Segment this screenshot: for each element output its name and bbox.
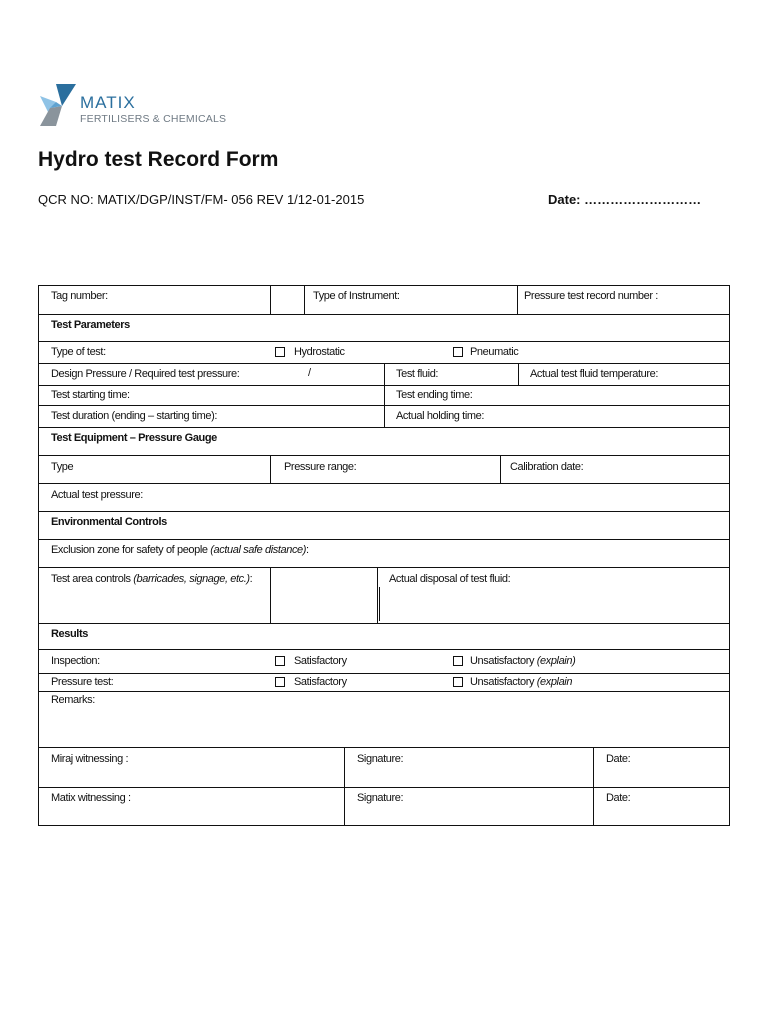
logo-name: MATIX xyxy=(80,93,136,112)
pressure-slash: / xyxy=(308,367,311,379)
inspection-explain-note: (explain) xyxy=(536,655,576,667)
pressure-test-unsatisfactory-text: Unsatisfactory xyxy=(470,676,537,688)
inspection-unsatisfactory-text: Unsatisfactory xyxy=(470,655,537,667)
miraj-witnessing-label: Miraj witnessing : xyxy=(51,753,129,765)
type-of-instrument-label: Type of Instrument: xyxy=(313,290,400,302)
pressure-test-satisfactory-label: Satisfactory xyxy=(294,676,347,688)
matix-witnessing-label: Matix witnessing : xyxy=(51,792,131,804)
pressure-test-unsatisfactory-label xyxy=(470,676,572,688)
matix-date-label: Date: xyxy=(606,792,631,804)
test-area-controls-text: Test area controls xyxy=(51,573,134,585)
gauge-type-label: Type xyxy=(51,461,74,473)
exclusion-zone-text: Exclusion zone for safety of people xyxy=(51,544,211,556)
environmental-controls-heading: Environmental Controls xyxy=(51,516,167,528)
results-heading: Results xyxy=(51,628,88,640)
actual-test-pressure-label: Actual test pressure: xyxy=(51,489,143,501)
type-of-test-label: Type of test: xyxy=(51,346,106,358)
pressure-test-unsatisfactory-checkbox[interactable] xyxy=(453,677,463,687)
inspection-label: Inspection: xyxy=(51,655,100,667)
matix-signature-label: Signature: xyxy=(357,792,404,804)
actual-holding-time-label: Actual holding time: xyxy=(396,410,484,422)
inspection-satisfactory-checkbox[interactable] xyxy=(275,656,285,666)
miraj-signature-label: Signature: xyxy=(357,753,404,765)
test-parameters-heading: Test Parameters xyxy=(51,319,130,331)
test-ending-time-label: Test ending time: xyxy=(396,389,473,401)
matix-logo-icon xyxy=(36,82,78,128)
hydrostatic-label: Hydrostatic xyxy=(294,346,345,358)
test-equipment-heading: Test Equipment – Pressure Gauge xyxy=(51,432,217,444)
exclusion-zone-label xyxy=(51,544,309,556)
pressure-test-record-number-label: Pressure test record number : xyxy=(524,290,658,302)
remarks-label: Remarks: xyxy=(51,694,95,706)
actual-disposal-label: Actual disposal of test fluid: xyxy=(389,573,511,585)
inspection-unsatisfactory-label xyxy=(470,655,575,667)
inspection-unsatisfactory-checkbox[interactable] xyxy=(453,656,463,666)
company-logo xyxy=(36,82,236,128)
test-area-controls-colon: : xyxy=(249,573,253,585)
qcr-number: QCR NO: MATIX/DGP/INST/FM- 056 REV 1/12-01-2015 xyxy=(38,192,365,207)
actual-fluid-temperature-label: Actual test fluid temperature: xyxy=(530,368,659,380)
pressure-range-label: Pressure range: xyxy=(284,461,357,473)
test-duration-label: Test duration (ending – starting time): xyxy=(51,410,217,422)
pressure-test-label: Pressure test: xyxy=(51,676,114,688)
pneumatic-label: Pneumatic xyxy=(470,346,519,358)
pneumatic-checkbox[interactable] xyxy=(453,347,463,357)
inspection-satisfactory-label: Satisfactory xyxy=(294,655,347,667)
test-area-controls-label xyxy=(51,573,252,585)
form-title: Hydro test Record Form xyxy=(38,148,279,171)
logo-subtitle: FERTILISERS & CHEMICALS xyxy=(80,113,227,125)
design-pressure-label: Design Pressure / Required test pressure: xyxy=(51,368,240,380)
header-date: Date: ……………………… xyxy=(548,192,702,207)
hydro-test-form xyxy=(38,285,730,826)
pressure-test-satisfactory-checkbox[interactable] xyxy=(275,677,285,687)
pressure-test-explain-note: (explain xyxy=(536,676,573,688)
test-starting-time-label: Test starting time: xyxy=(51,389,130,401)
test-fluid-label: Test fluid: xyxy=(396,368,439,380)
calibration-date-label: Calibration date: xyxy=(510,461,584,473)
test-area-controls-note: (barricades, signage, etc.) xyxy=(133,573,250,585)
tag-number-label: Tag number: xyxy=(51,290,108,302)
miraj-date-label: Date: xyxy=(606,753,631,765)
hydrostatic-checkbox[interactable] xyxy=(275,347,285,357)
exclusion-zone-note: (actual safe distance) xyxy=(210,544,307,556)
exclusion-zone-colon: : xyxy=(306,544,309,556)
